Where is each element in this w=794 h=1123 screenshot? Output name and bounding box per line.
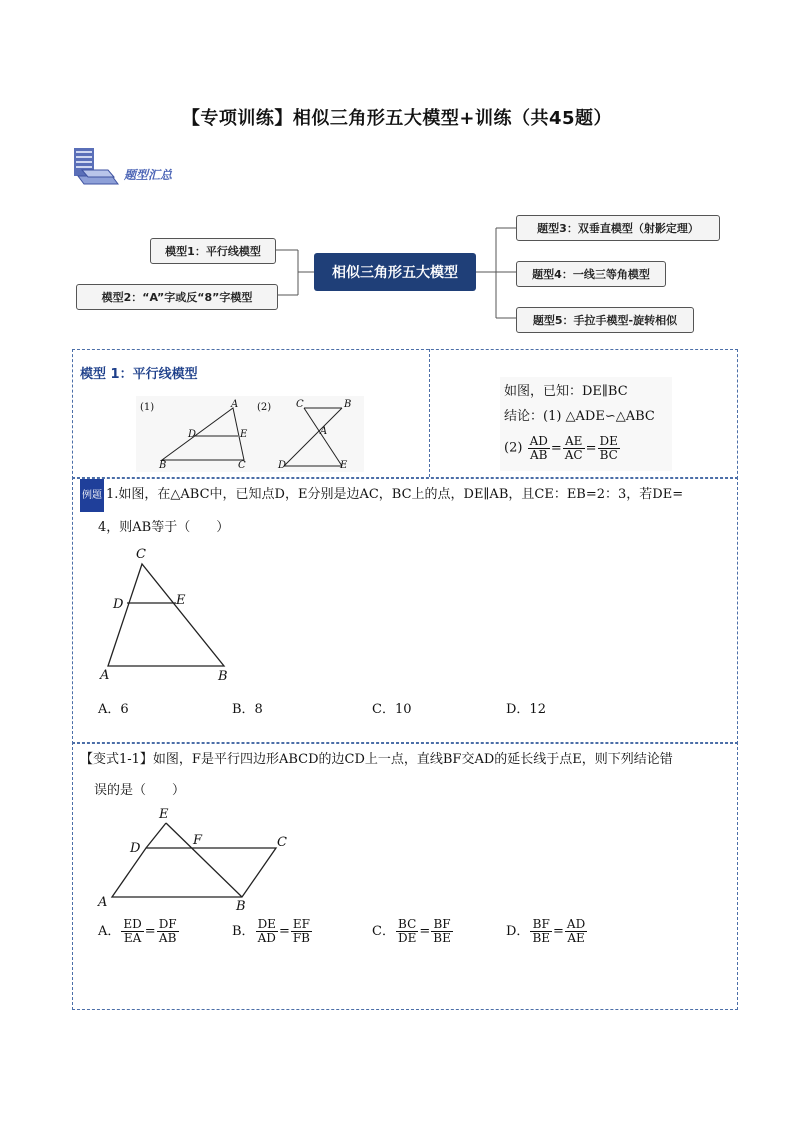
fig1-point-c: C <box>238 460 246 471</box>
fig2-point-b: B <box>344 399 352 410</box>
example1-question: 例题 1.如图，在△ABC中，已知点D，E分别是边AC，BC上的点，DE∥AB，且CE：EB=2：3，若DE= 4，则AB等于（ ） <box>80 479 732 543</box>
page-title: 【专项训练】相似三角形五大模型+训练（共45题） <box>181 108 613 129</box>
model1-figures <box>136 396 366 476</box>
variant-option-d[interactable]: D． $\frac{BF}{BE}$ = $\frac{AD}{AE}$ <box>506 917 586 945</box>
mindmap-center: 相似三角形五大模型 <box>314 253 476 291</box>
example-point-b: B <box>218 669 228 684</box>
example-badge: 例题 <box>80 479 104 512</box>
variant-option-a[interactable]: A． $\frac{ED}{EA}$ = $\frac{DF}{AB}$ <box>98 917 177 945</box>
variant-figure <box>100 815 290 905</box>
model1-conclusion-1: 结论：(1) △ADE∽△ABC <box>504 409 655 424</box>
mindmap-left-1: 模型1：平行线模型 <box>150 238 276 264</box>
mindmap-right-1: 题型3：双垂直模型（射影定理） <box>516 215 720 241</box>
fig2-point-a: A <box>320 426 328 437</box>
variant-point-e: E <box>159 807 169 822</box>
example1-figure <box>100 550 240 680</box>
mindmap-left-2: 模型2：“A”字或反“8”字模型 <box>76 284 278 310</box>
example-point-e: E <box>176 593 186 608</box>
variant-point-f: F <box>193 833 203 848</box>
book-stack-icon <box>72 146 120 188</box>
example1-option-c[interactable]: C．10 <box>372 702 412 717</box>
fig2-point-d: D <box>278 460 287 471</box>
fig1-point-b: B <box>159 460 167 471</box>
section-label: 题型汇总 <box>124 168 173 182</box>
variant-point-d: D <box>130 841 141 856</box>
fig2-point-c: C <box>296 399 304 410</box>
fig2-point-e: E <box>340 460 348 471</box>
example-point-a: A <box>100 668 110 683</box>
model1-given: 如图，已知：DE∥BC <box>504 384 628 399</box>
variant-option-b[interactable]: B． $\frac{DE}{AD}$ = $\frac{EF}{FB}$ <box>232 917 311 945</box>
example-point-d: D <box>113 597 124 612</box>
mindmap-right-3: 题型5：手拉手模型-旋转相似 <box>516 307 694 333</box>
variant-question: 【变式1-1】如图，F是平行四边形ABCD的边CD上一点，直线BF交AD的延长线于点E，则下列结论错 误的是（ ） <box>80 752 673 798</box>
fig1-point-a: A <box>231 399 239 410</box>
model1-conclusion-2: (2) $\frac{AD}{AB}$ = $\frac{AE}{AC}$ = $\frac{DE}{BC}$ <box>504 434 618 462</box>
fig1-label: (1) <box>140 402 155 413</box>
fig1-point-d: D <box>188 429 197 440</box>
example-point-c: C <box>136 547 146 562</box>
fig2-label: (2) <box>257 402 272 413</box>
model1-heading: 模型 1：平行线模型 <box>80 367 198 382</box>
fig1-point-e: E <box>240 429 248 440</box>
example1-option-b[interactable]: B．8 <box>232 702 263 717</box>
variant-point-c: C <box>277 835 287 850</box>
mindmap-right-2: 题型4：一线三等角模型 <box>516 261 666 287</box>
variant-point-b: B <box>236 899 246 914</box>
variant-point-a: A <box>98 895 108 910</box>
example1-option-d[interactable]: D．12 <box>506 702 546 717</box>
example1-option-a[interactable]: A．6 <box>98 702 129 717</box>
model1-divider <box>429 349 430 477</box>
variant-option-c[interactable]: C． $\frac{BC}{DE}$ = $\frac{BF}{BE}$ <box>372 917 451 945</box>
